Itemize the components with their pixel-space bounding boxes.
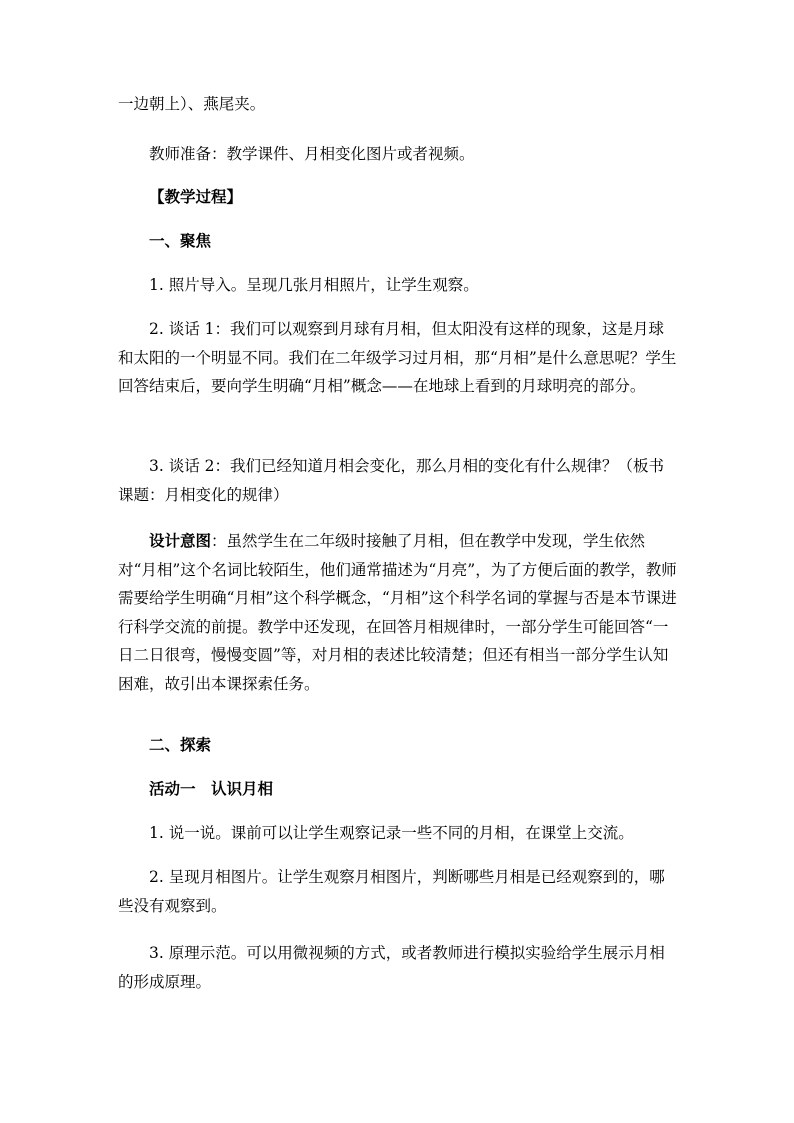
heading-text: 二、探索 xyxy=(149,735,212,754)
paragraph-photo-intro xyxy=(118,271,678,300)
heading-text: 一、聚焦 xyxy=(149,231,212,250)
paragraph-text: 1. 照片导入。呈现几张月相照片，让学生观察。 xyxy=(149,276,479,294)
section-heading-explore xyxy=(118,731,678,760)
paragraph-design-intent xyxy=(118,527,678,698)
paragraph-text: 一边朝上）、燕尾夹。 xyxy=(118,95,266,113)
paragraph-text: 3. 谈话 2：我们已经知道月相会变化，那么月相的变化有什么规律？（板书课题：月相变化的规律） xyxy=(118,457,665,504)
paragraph-talk-1 xyxy=(118,315,678,401)
paragraph-text: 2. 呈现月相图片。让学生观察月相图片，判断哪些月相是已经观察到的，哪些没有观察到。 xyxy=(118,868,665,915)
paragraph-text: 2. 谈话 1：我们可以观察到月球有月相，但太阳没有这样的现象，这是月球和太阳的一个明显不同。我们在二年级学习过月相，那“月相”是什么意思呢？学生回答结束后，要向学生明确“月相”概念——在地球上看到的月球明亮的部分。 xyxy=(118,320,677,395)
design-intent-label: 设计意图 xyxy=(149,531,212,550)
paragraph-principle-demo xyxy=(118,939,678,996)
paragraph-materials-continued xyxy=(118,90,678,119)
paragraph-text: 教师准备：教学课件、月相变化图片或者视频。 xyxy=(149,145,475,163)
heading-text: 活动一 认识月相 xyxy=(149,779,274,798)
section-heading-focus xyxy=(118,227,678,256)
paragraph-say-it xyxy=(118,819,678,848)
paragraph-show-pictures xyxy=(118,863,678,920)
heading-text: 【教学过程】 xyxy=(149,187,243,206)
paragraph-text: 3. 原理示范。可以用微视频的方式，或者教师进行模拟实验给学生展示月相的形成原理。 xyxy=(118,944,665,991)
paragraph-talk-2 xyxy=(118,452,678,509)
section-heading-teaching-process xyxy=(118,183,678,212)
paragraph-teacher-prep xyxy=(118,140,678,169)
paragraph-text: ：虽然学生在二年级时接触了月相，但在教学中发现，学生依然对“月相”这个名词比较陌生，他们通常描述为“月亮”，为了方便后面的教学，教师需要给学生明确“月相”这个科学概念，“月相”这个科学名词的掌握与否是本节课进行科学交流的前提。教学中还发现，在回答月相规律时，一部分学生可能回答“一日二日很弯，慢慢变圆”等，对月相的表述比较清楚；但还有相当一部分学生认知困难，故引出本课探索任务。 xyxy=(118,532,677,693)
activity-heading-know-moon-phase xyxy=(118,775,678,804)
paragraph-text: 1. 说一说。课前可以让学生观察记录一些不同的月相，在课堂上交流。 xyxy=(149,824,634,842)
